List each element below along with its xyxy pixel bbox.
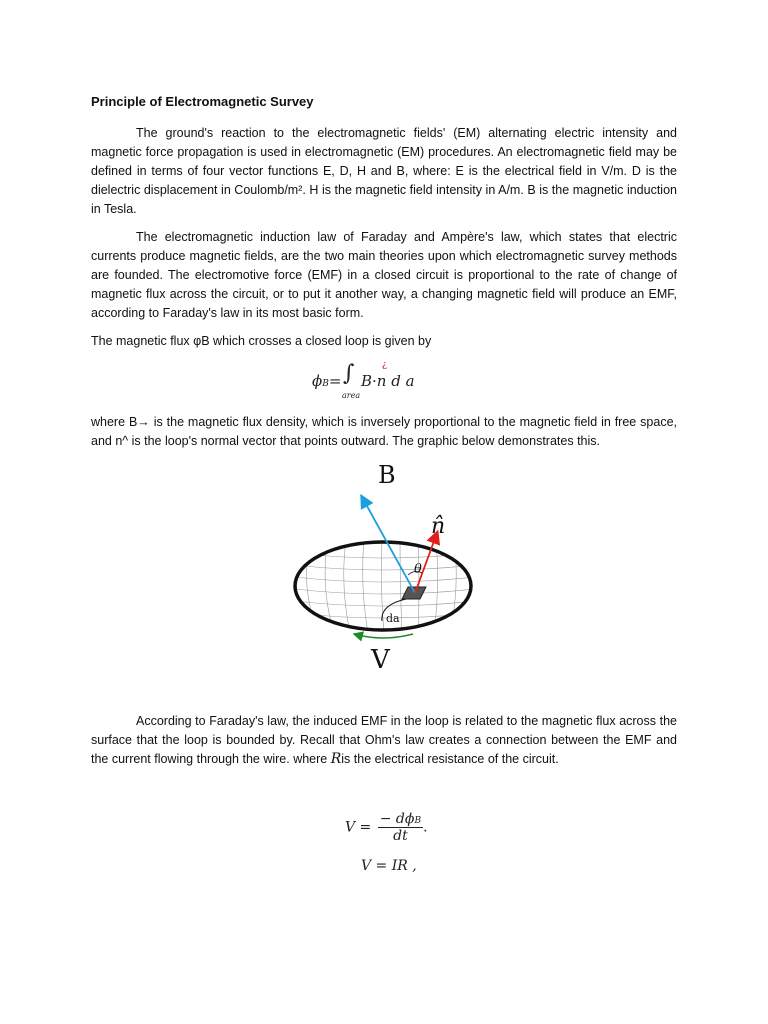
document-title: Principle of Electromagnetic Survey bbox=[91, 94, 314, 109]
integral-sign: ∫ bbox=[343, 361, 355, 386]
paragraph-faraday: According to Faraday's law, the induced EMF in the loop is related to the magnetic flux across the surface that the loop is bounded by. Recall that Ohm's law creates a connection between the EMF and the current flowing through the wire. where Ris the electrical resistance of the circuit. bbox=[91, 714, 677, 767]
equation-flux-lhs: ϕB= bbox=[312, 372, 342, 390]
paragraph-flux-density: where B→ is the magnetic flux density, which is inversely proportional to the magnetic field in free space, and n^ is the loop's normal vector that points outward. The graphic below demonstrates this. bbox=[91, 415, 677, 448]
loop-direction-arrow bbox=[354, 634, 413, 638]
faraday-fraction bbox=[378, 811, 423, 844]
faraday-numerator: − dϕB bbox=[379, 811, 422, 827]
paragraph-flux-intro: The magnetic flux φB which crosses a closed loop is given by bbox=[91, 334, 432, 348]
label-V: V bbox=[371, 645, 390, 675]
equation-faraday bbox=[345, 811, 428, 844]
equation-magnetic-flux bbox=[0, 358, 768, 406]
label-theta: θ bbox=[414, 562, 422, 577]
label-da: da bbox=[386, 612, 400, 625]
flux-diagram bbox=[280, 455, 490, 675]
paragraph-intro: The ground's reaction to the electromagnetic fields' (EM) alternating electric intensity and magnetic force propagation is used in electromagnetic (EM) procedures. An electromagnetic field may be defined in terms of four vector functions E, D, H and B, where: E is the electrical field in V/m. D is the dielectric displacement in Coulomb/m². H is the magnetic field intensity in A/m. B is the magnetic induction in Tesla. bbox=[91, 126, 677, 216]
label-n-hat: n̂ bbox=[431, 514, 446, 539]
faraday-trail: . bbox=[423, 819, 428, 836]
faraday-denominator: dt bbox=[393, 828, 408, 844]
equation-tick-mark: ¿ bbox=[382, 360, 387, 370]
faraday-lhs: V = bbox=[345, 819, 372, 836]
integral-subscript: area bbox=[342, 391, 361, 400]
equation-ohm: V = IR , bbox=[361, 858, 417, 874]
equation-flux-rhs: B·n d a bbox=[361, 372, 415, 390]
label-B: B bbox=[378, 461, 396, 489]
paragraph-laws: The electromagnetic induction law of Faraday and Ampère's law, which states that electric currents produce magnetic fields, are the two main theories upon which electromagnetic survey methods are founded. The electromotive force (EMF) in a closed circuit is proportional to the rate of change of magnetic flux across the circuit, or to put it another way, a changing magnetic field will produce an EMF, according to Faraday's law in its most basic form. bbox=[91, 230, 677, 320]
